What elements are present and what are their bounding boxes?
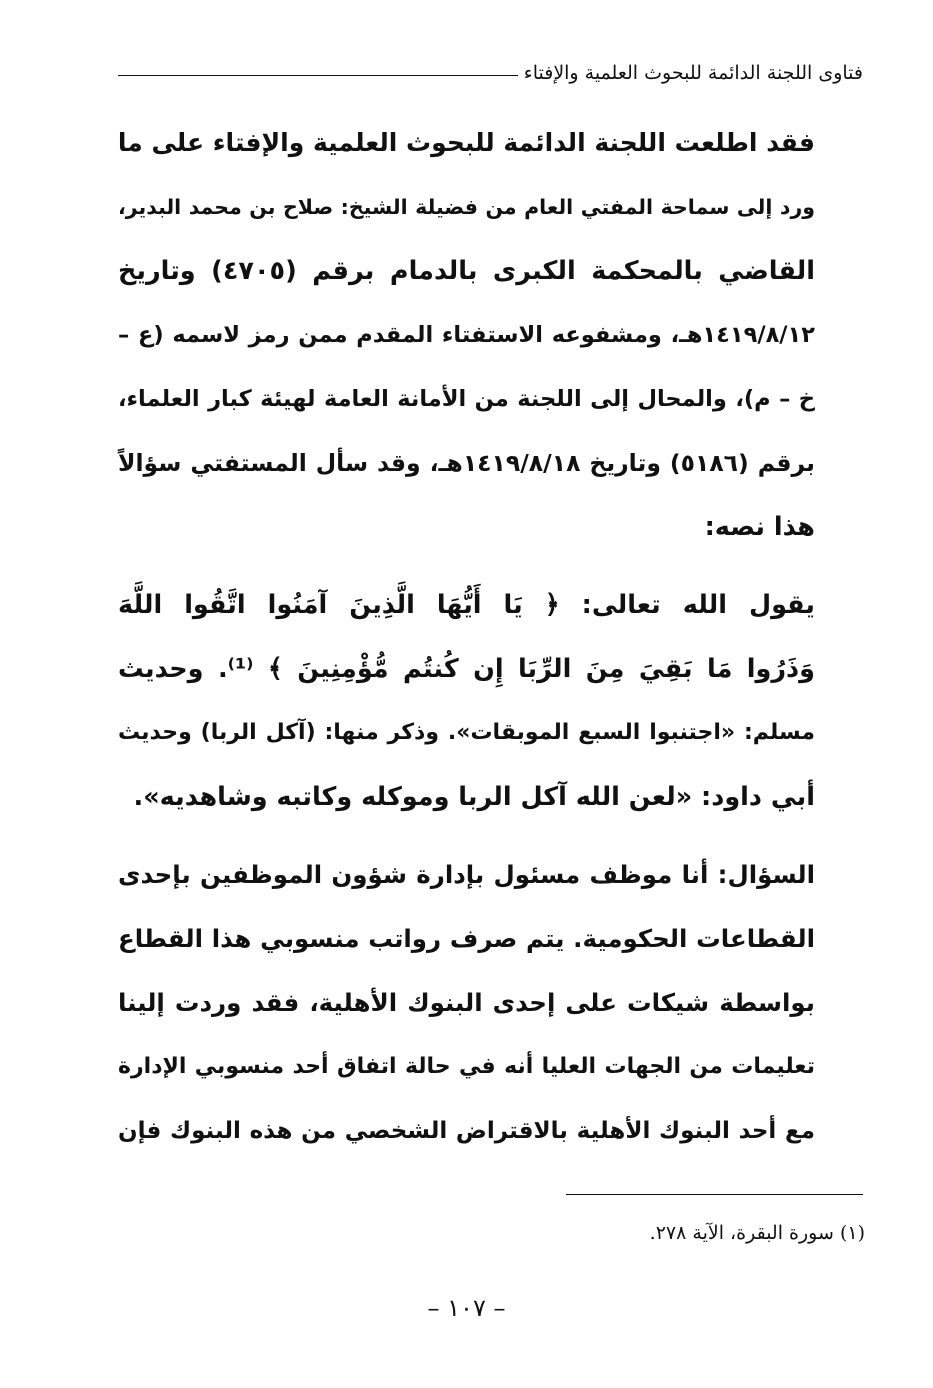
text-line: القطاعات الحكومية. يتم صرف رواتب منسوبي هذا القطاع	[118, 924, 815, 953]
text-line: وَذَرُوا مَا بَقِيَ مِنَ الرِّبَا إِن كُنتُم مُّؤْمِنِينَ ﴾ ⁽¹⁾. وحديث	[118, 654, 815, 684]
text-line: ورد إلى سماحة المفتي العام من فضيلة الشيخ: صلاح بن محمد البدير،	[118, 195, 815, 219]
header-rule	[118, 75, 518, 76]
paragraph-3	[118, 850, 815, 1170]
text-line: مع أحد البنوك الأهلية بالاقتراض الشخصي من هذه البنوك فإن	[118, 1118, 815, 1144]
text-line: أبي داود: «لعن الله آكل الربا وموكله وكاتبه وشاهديه».	[133, 782, 815, 812]
footnote-rule	[566, 1194, 863, 1195]
footnote: (١) سورة البقرة، الآية ٢٧٨.	[649, 1222, 865, 1244]
text-line: خ – م)، والمحال إلى اللجنة من الأمانة العامة لهيئة كبار العلماء،	[118, 386, 815, 412]
text-line: تعليمات من الجهات العليا أنه في حالة اتفاق أحد منسوبي الإدارة	[118, 1054, 815, 1079]
text-line: هذا نصه:	[704, 512, 815, 542]
text-line: يقول الله تعالى: ﴿ يَا أَيُّهَا الَّذِينَ آمَنُوا اتَّقُوا اللَّهَ	[118, 590, 815, 620]
text-line: مسلم: «اجتنبوا السبع الموبقات». وذكر منها: (آكل الربا) وحديث	[118, 720, 815, 745]
text-line: فقد اطلعت اللجنة الدائمة للبحوث العلمية والإفتاء على ما	[117, 128, 815, 157]
paragraph-gap	[118, 566, 815, 580]
paragraph-2	[118, 580, 815, 836]
main-text	[118, 118, 815, 1170]
text-line: بواسطة شيكات على إحدى البنوك الأهلية، فقد وردت إلينا	[118, 988, 815, 1017]
running-title: فتاوى اللجنة الدائمة للبحوث العلمية والإفتاء	[523, 62, 863, 84]
running-header	[118, 62, 863, 84]
text-line: برقم (٥١٨٦) وتاريخ ١٤١٩/٨/١٨هـ، وقد سأل المستفتي سؤالاً	[118, 449, 815, 477]
paragraph-1	[118, 118, 815, 566]
text-line: السؤال: أنا موظف مسئول بإدارة شؤون الموظفين بإحدى	[118, 860, 815, 889]
text-line: ١٤١٩/٨/١٢هـ، ومشفوعه الاستفتاء المقدم ممن رمز لاسمه (ع –	[118, 322, 815, 348]
paragraph-gap	[118, 836, 815, 850]
page-number: – ١٠٧ –	[427, 1294, 506, 1322]
text-line: القاضي بالمحكمة الكبرى بالدمام برقم (٤٧٠٥) وتاريخ	[118, 256, 815, 286]
